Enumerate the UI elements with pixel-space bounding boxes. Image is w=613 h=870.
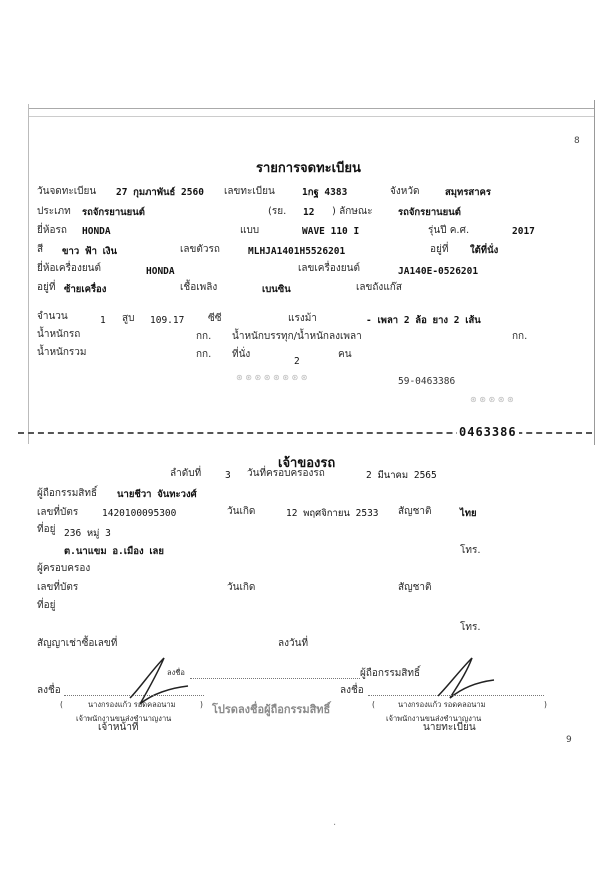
security-pattern: ⊛ ⊛ ⊛ ⊛ ⊛ ⊛ ⊛ ⊛ (236, 373, 308, 382)
province-value: สมุทรสาคร (445, 187, 492, 198)
registrar-sign-line (368, 695, 544, 696)
occupant-address-label: ที่อยู่ (37, 600, 56, 611)
officer-name-close: ) (200, 700, 203, 709)
lease-contract-label: สัญญาเช่าซื้อเลขที่ (37, 638, 118, 649)
officer-sign-line (64, 695, 204, 696)
nationality-label: สัญชาติ (398, 506, 432, 517)
order-value: 3 (225, 470, 231, 481)
birth-label: วันเกิด (227, 506, 256, 517)
top-table-line (28, 108, 594, 109)
phone-label: โทร. (460, 545, 481, 556)
cc-value: 109.17 (150, 315, 185, 326)
holder-label: ผู้ถือกรรมสิทธิ์ (37, 488, 98, 499)
rye-value: 12 (303, 207, 315, 218)
occupant-label: ผู้ครอบครอง (37, 563, 91, 574)
birth-value: 12 พฤศจิกายน 2533 (286, 508, 379, 519)
plate-label: เลขทะเบียน (224, 186, 275, 197)
model-value: WAVE 110 I (302, 226, 360, 237)
registrar-role: เจ้าพนักงานขนส่งชำนาญงาน (386, 714, 482, 723)
cc-label: ซีซี (208, 313, 222, 324)
year-value: 2017 (512, 226, 535, 237)
load-label: น้ำหนักบรรทุก/น้ำหนักลงเพลา (232, 331, 362, 342)
address-line-2: ต.นาแขม อ.เมือง เลย (64, 546, 164, 557)
engine-brand-value: HONDA (146, 266, 175, 277)
lease-date-label: ลงวันที่ (278, 638, 309, 649)
id-value: 1420100095300 (102, 508, 177, 519)
cylinder-label: สูบ (122, 313, 135, 324)
top-table-line (28, 116, 594, 117)
seats-label: ที่นั่ง (232, 349, 251, 360)
province-label: จังหวัด (390, 186, 420, 197)
id-label: เลขที่บัตร (37, 507, 79, 518)
gross-weight-unit: กก. (196, 349, 212, 360)
brand-value: HONDA (82, 226, 111, 237)
axle-value: - เพลา 2 ล้อ ยาง 2 เส้น (366, 315, 481, 326)
registrar-title: นายทะเบียน (423, 722, 476, 733)
engine-location-value: ซ้ายเครื่อง (64, 284, 107, 295)
weight-label: น้ำหนักรถ (37, 329, 81, 340)
gas-tank-label: เลขถังแก๊ส (356, 282, 402, 293)
holder-sign-line (190, 678, 360, 679)
engine-number-value: JA140E-0526201 (398, 266, 479, 277)
color-value: ขาว ฟ้า เงิน (62, 246, 118, 257)
reg-date-value: 27 กุมภาพันธ์ 2560 (116, 187, 204, 198)
engine-number-label: เลขเครื่องยนต์ (298, 263, 360, 274)
horsepower-label: แรงม้า (288, 313, 317, 324)
registration-title: รายการจดทะเบียน (256, 161, 361, 176)
load-unit: กก. (512, 331, 528, 342)
officer-title: เจ้าหน้าที่ (98, 722, 139, 733)
occupant-id-label: เลขที่บัตร (37, 582, 79, 593)
chassis-location-label: อยู่ที่ (430, 244, 449, 255)
page-number-bottom: 9 (566, 735, 572, 745)
holder-sign-prefix: ลงชื่อ (167, 668, 185, 677)
chassis-label: เลขตัวรถ (180, 244, 220, 255)
occupant-birth-label: วันเกิด (227, 582, 256, 593)
nationality-value: ไทย (460, 508, 477, 519)
type-label: ประเภท (37, 206, 71, 217)
page-number-top: 8 (574, 136, 580, 146)
fuel-label: เชื้อเพลิง (180, 282, 218, 293)
year-label: รุ่นปี ค.ศ. (428, 225, 470, 236)
model-label: แบบ (240, 225, 260, 236)
seats-value: 2 (294, 356, 300, 367)
plate-value: 1กฐ 4383 (302, 187, 348, 198)
order-label: ลำดับที่ (170, 468, 202, 479)
seats-unit: คน (338, 349, 352, 360)
officer-sign-label: ลงชื่อ (37, 685, 61, 696)
registrar-name-open: ( (372, 700, 375, 709)
form-serial-number: 59-0463386 (398, 376, 456, 387)
security-pattern: ⊛ ⊛ ⊛ ⊛ ⊛ (470, 395, 514, 404)
chassis-value: MLHJA1401H5526201 (248, 246, 346, 257)
chassis-location-value: ใต้ที่นั่ง (470, 245, 499, 256)
engine-location-label: อยู่ที่ (37, 282, 56, 293)
officer-name: นางกรองแก้ว รอดคลอนาม (88, 700, 176, 709)
officer-name-open: ( (60, 700, 63, 709)
address-label: ที่อยู่ (37, 524, 56, 535)
registrar-name-close: ) (544, 700, 547, 709)
officer-role: เจ้าพนักงานขนส่งชำนาญงาน (76, 714, 172, 723)
address-line-1: 236 หมู่ 3 (64, 528, 111, 539)
type-value: รถจักรยานยนต์ (82, 207, 145, 218)
count-value: 1 (100, 315, 106, 326)
brand-label: ยี่ห้อรถ (37, 225, 67, 236)
weight-unit: กก. (196, 331, 212, 342)
registrar-sign-label: ลงชื่อ (340, 685, 364, 696)
holder-sign-label: ผู้ถือกรรมสิทธิ์ (360, 668, 421, 679)
occupant-phone-label: โทร. (460, 622, 481, 633)
owner-title: เจ้าของรถ (278, 456, 336, 471)
right-border (594, 100, 595, 445)
reg-date-label: วันจดทะเบียน (37, 186, 97, 197)
color-label: สี (37, 244, 44, 255)
gross-weight-label: น้ำหนักรวม (37, 347, 87, 358)
registrar-name: นางกรองแก้ว รอดคลอนาม (398, 700, 486, 709)
holder-name: นายชีวา จันทะวงศ์ (117, 489, 197, 500)
engine-brand-label: ยี่ห้อเครื่องยนต์ (37, 263, 102, 274)
count-label: จำนวน (37, 311, 68, 322)
stub-serial-number: 0463386 (459, 425, 517, 439)
possess-date-value: 2 มีนาคม 2565 (366, 470, 437, 481)
occupant-nationality-label: สัญชาติ (398, 582, 432, 593)
possess-date-label: วันที่ครอบครองรถ (247, 468, 325, 479)
stray-mark: · (333, 820, 337, 831)
sign-reminder-stamp: โปรดลงชื่อผู้ถือกรรมสิทธิ์ (212, 703, 331, 716)
character-label: ) ลักษณะ (332, 206, 373, 217)
fuel-value: เบนซิน (262, 284, 291, 295)
rye-label: (รย. (268, 206, 287, 217)
left-border (28, 104, 29, 444)
character-value: รถจักรยานยนต์ (398, 207, 461, 218)
